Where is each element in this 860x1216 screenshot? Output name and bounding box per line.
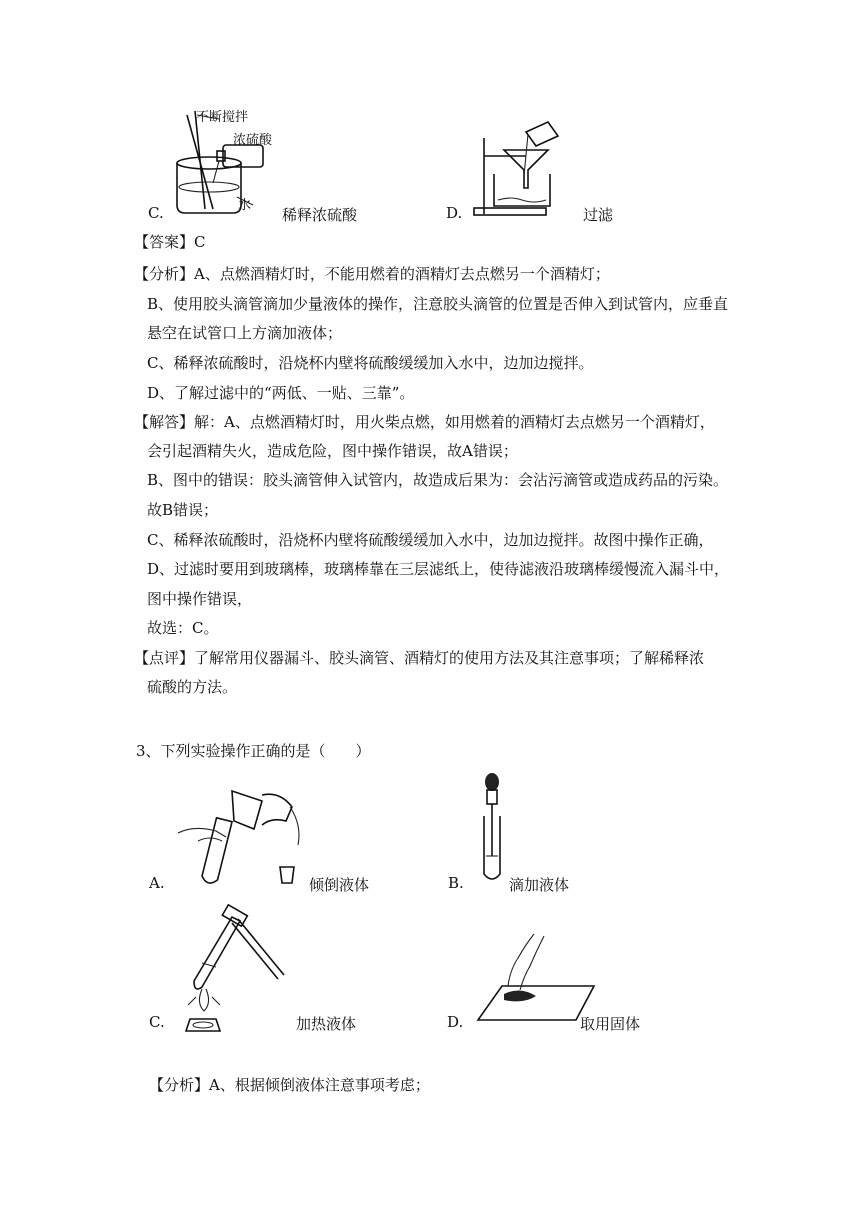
solution-line-3: B、图中的错误：胶头滴管伸入试管内，故造成后果为：会沾污滴管或造成药品的污染。 (147, 471, 729, 489)
solution-line-4: 故B错误； (147, 501, 219, 519)
analysis-line-4: C、稀释浓硫酸时，沿烧杯内壁将硫酸缓缓加入水中，边加边搅拌。 (147, 354, 594, 372)
fig-label-water: 水 (238, 198, 252, 213)
q3-analysis-start: 【分析】A、根据倾倒液体注意事项考虑； (149, 1076, 430, 1094)
option-d-letter: D. (446, 204, 463, 222)
dropper-illustration (472, 772, 512, 882)
q3-option-d-caption: 取用固体 (580, 1015, 641, 1033)
analysis-line-1: 【分析】A、点燃酒精灯时，不能用燃着的酒精灯去点燃另一个酒精灯； (134, 265, 610, 283)
q3-option-c-caption: 加热液体 (296, 1015, 357, 1033)
analysis-line-5: D、了解过滤中的“两低、一贴、三靠”。 (147, 384, 415, 402)
option-c-letter: C. (148, 204, 164, 222)
solution-line-7: 图中操作错误， (147, 590, 253, 608)
comment-line-2: 硫酸的方法。 (147, 678, 238, 696)
answer-line: 【答案】C (134, 233, 206, 251)
q3-option-b-letter: B. (448, 874, 464, 892)
pour-liquid-illustration (176, 785, 316, 885)
solution-line-1: 【解答】解：A、点燃酒精灯时，用火柴点燃，如用燃着的酒精灯去点燃另一个酒精灯， (134, 413, 715, 431)
q3-option-a-letter: A. (149, 874, 165, 892)
option-c-caption: 稀释浓硫酸 (282, 206, 358, 224)
solution-line-5: C、稀释浓硫酸时，沿烧杯内壁将硫酸缓缓加入水中，边加边搅拌。故图中操作正确， (147, 531, 714, 549)
fig-label-stir: 不断搅拌 (196, 110, 249, 125)
q3-option-b-caption: 滴加液体 (509, 876, 570, 894)
q3-option-a-caption: 倾倒液体 (309, 876, 370, 894)
comment-line-1: 【点评】了解常用仪器漏斗、胶头滴管、酒精灯的使用方法及其注意事项；了解稀释浓 (134, 649, 705, 667)
heat-liquid-illustration (172, 905, 292, 1045)
question-3-stem: 3、下列实验操作正确的是（ ） (136, 742, 371, 760)
take-solid-illustration (474, 930, 594, 1030)
q3-option-c-letter: C. (149, 1013, 165, 1031)
solution-line-2: 会引起酒精失火，造成危险，图中操作错误，故A错误； (147, 442, 518, 460)
analysis-line-2: B、使用胶头滴管滴加少量液体的操作，注意胶头滴管的位置是否伸入到试管内，应垂直 (147, 295, 729, 313)
solution-line-6: D、过滤时要用到玻璃棒，玻璃棒靠在三层滤纸上，使待滤液沿玻璃棒缓慢流入漏斗中， (147, 560, 730, 578)
analysis-line-3: 悬空在试管口上方滴加液体； (147, 324, 343, 342)
option-d-caption: 过滤 (583, 206, 614, 224)
solution-line-8: 故选：C。 (147, 619, 219, 637)
fig-label-acid: 浓硫酸 (233, 133, 273, 148)
filtration-illustration (470, 116, 570, 216)
q3-option-d-letter: D. (447, 1013, 464, 1031)
